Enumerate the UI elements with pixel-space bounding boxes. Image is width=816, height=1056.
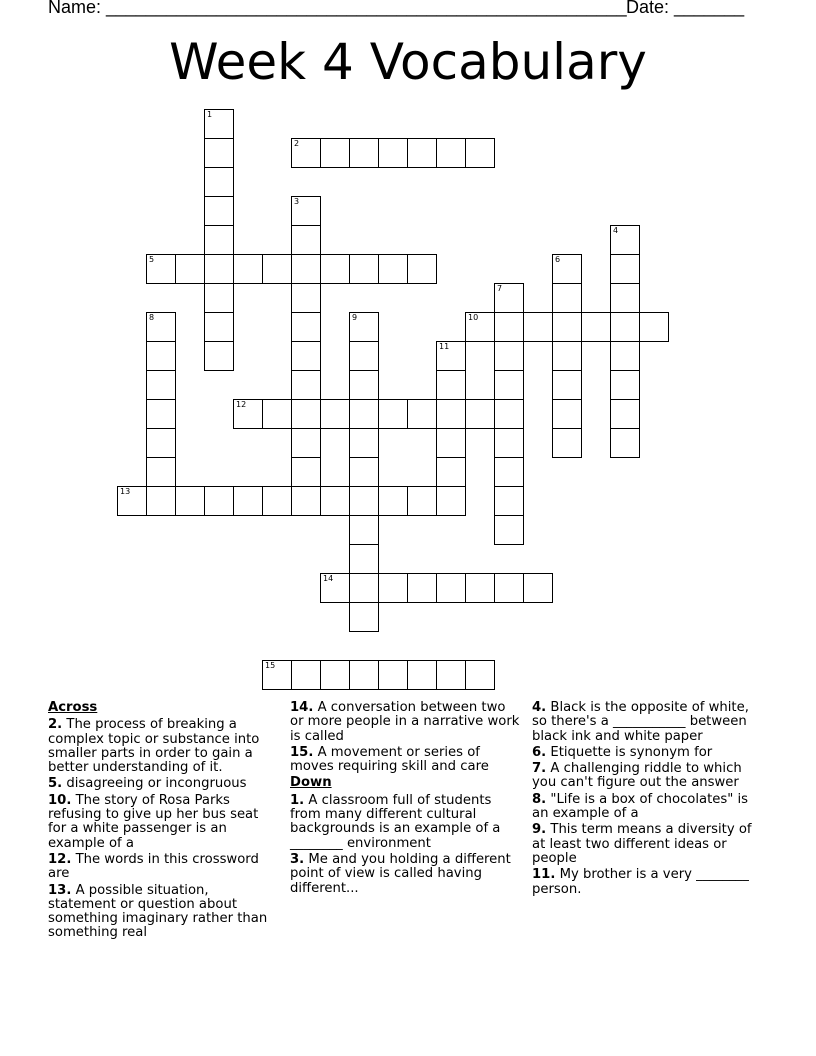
grid-cell[interactable]: [436, 370, 466, 400]
grid-cell[interactable]: [291, 225, 321, 255]
grid-cell[interactable]: [610, 341, 640, 371]
clue-number: 5.: [48, 776, 63, 792]
clue-text: This term means a diversity of at least two different ideas or people: [532, 822, 752, 866]
clue-number-label: 14: [323, 574, 334, 583]
grid-cell[interactable]: [610, 428, 640, 458]
grid-cell[interactable]: [262, 486, 292, 516]
grid-cell[interactable]: [465, 660, 495, 690]
clue-number-label: 15: [265, 661, 276, 670]
clue-number-label: 8: [149, 313, 155, 322]
clue-across-5: [48, 777, 280, 791]
grid-cell[interactable]: [407, 399, 437, 429]
clue-number-label: 3: [294, 197, 300, 206]
grid-cell[interactable]: [349, 457, 379, 487]
grid-cell[interactable]: [320, 573, 350, 603]
grid-cell[interactable]: [494, 573, 524, 603]
grid-cell[interactable]: [175, 254, 205, 284]
clue-number: 8.: [532, 791, 547, 807]
grid-cell[interactable]: [639, 312, 669, 342]
grid-cell[interactable]: [407, 573, 437, 603]
grid-cell[interactable]: [349, 573, 379, 603]
grid-cell[interactable]: [552, 312, 582, 342]
clue-number-label: 5: [149, 255, 155, 264]
clue-number-label: 12: [236, 400, 247, 409]
clue-number-label: 4: [613, 226, 619, 235]
grid-cell[interactable]: [291, 660, 321, 690]
clues-column-2: [290, 701, 522, 898]
clue-text: A challenging riddle to which you can't figure out the answer: [532, 761, 742, 791]
clue-text: A classroom full of students from many different cultural backgrounds is an example of a ________ environment: [290, 792, 501, 851]
grid-cell[interactable]: [349, 515, 379, 545]
grid-cell[interactable]: [204, 341, 234, 371]
clue-down-9: [532, 823, 764, 866]
down-heading: Down: [290, 775, 332, 791]
grid-cell[interactable]: [436, 138, 466, 168]
grid-cell[interactable]: [204, 312, 234, 342]
grid-cell[interactable]: [262, 660, 292, 690]
clue-number: 2.: [48, 717, 63, 733]
grid-cell[interactable]: [465, 399, 495, 429]
grid-cell[interactable]: [436, 486, 466, 516]
grid-cell[interactable]: [407, 254, 437, 284]
grid-cell[interactable]: [552, 254, 582, 284]
grid-cell[interactable]: [204, 138, 234, 168]
clue-down-4: [532, 701, 764, 744]
grid-cell[interactable]: [523, 312, 553, 342]
grid-cell[interactable]: [291, 428, 321, 458]
grid-cell[interactable]: [378, 138, 408, 168]
clue-number-label: 11: [439, 342, 450, 351]
grid-cell[interactable]: [407, 486, 437, 516]
grid-cell[interactable]: [320, 660, 350, 690]
grid-cell[interactable]: [233, 486, 263, 516]
clue-across-12: [48, 853, 280, 882]
grid-cell[interactable]: [349, 602, 379, 632]
grid-cell[interactable]: [378, 660, 408, 690]
grid-cell[interactable]: [320, 486, 350, 516]
grid-cell[interactable]: [291, 254, 321, 284]
clue-across-2: [48, 718, 280, 775]
grid-cell[interactable]: [320, 254, 350, 284]
grid-cell[interactable]: [581, 312, 611, 342]
grid-cell[interactable]: [494, 515, 524, 545]
grid-cell[interactable]: [552, 428, 582, 458]
clue-down-1: [290, 794, 522, 851]
clues-column-1: [48, 701, 280, 943]
across-heading: Across: [48, 700, 98, 715]
clue-text: Black is the opposite of white, so there's a ___________ between black ink and white paper: [532, 700, 749, 744]
grid-cell[interactable]: [610, 370, 640, 400]
grid-cell[interactable]: [291, 283, 321, 313]
grid-cell[interactable]: [204, 167, 234, 197]
grid-cell[interactable]: [349, 254, 379, 284]
grid-cell[interactable]: [378, 486, 408, 516]
grid-cell[interactable]: [494, 312, 524, 342]
grid-cell[interactable]: [465, 573, 495, 603]
grid-cell[interactable]: [146, 457, 176, 487]
clue-across-10: [48, 794, 280, 851]
clue-number-label: 6: [555, 255, 561, 264]
clue-number: 1.: [290, 792, 305, 808]
grid-cell[interactable]: [146, 399, 176, 429]
grid-cell[interactable]: [436, 457, 466, 487]
clue-number: 7.: [532, 761, 547, 777]
grid-cell[interactable]: [349, 399, 379, 429]
grid-cell[interactable]: [552, 341, 582, 371]
grid-cell[interactable]: [349, 370, 379, 400]
clue-text: Etiquette is synonym for: [550, 744, 713, 760]
clue-text: A possible situation, statement or question about something imaginary rather than something real: [48, 882, 268, 941]
grid-cell[interactable]: [146, 254, 176, 284]
grid-cell[interactable]: [349, 544, 379, 574]
grid-cell[interactable]: [465, 312, 495, 342]
grid-cell[interactable]: [291, 312, 321, 342]
grid-cell[interactable]: [291, 399, 321, 429]
date-field-label: Date: _______: [626, 0, 745, 17]
clue-number: 14.: [290, 700, 314, 715]
clue-text: My brother is a very ________ person.: [532, 867, 749, 897]
grid-cell[interactable]: [610, 254, 640, 284]
grid-cell[interactable]: [204, 109, 234, 139]
grid-cell[interactable]: [146, 486, 176, 516]
grid-cell[interactable]: [204, 283, 234, 313]
clue-down-8: [532, 793, 764, 822]
grid-cell[interactable]: [204, 486, 234, 516]
grid-cell[interactable]: [291, 341, 321, 371]
clue-across-13: [48, 884, 280, 941]
clue-down-3: [290, 853, 522, 896]
grid-cell[interactable]: [146, 312, 176, 342]
grid-cell[interactable]: [175, 486, 205, 516]
grid-cell[interactable]: [262, 254, 292, 284]
grid-cell[interactable]: [233, 399, 263, 429]
grid-cell[interactable]: [233, 254, 263, 284]
clue-down-6: [532, 746, 764, 760]
grid-cell[interactable]: [523, 573, 553, 603]
grid-cell[interactable]: [320, 138, 350, 168]
grid-cell[interactable]: [320, 399, 350, 429]
grid-cell[interactable]: [146, 428, 176, 458]
grid-cell[interactable]: [349, 138, 379, 168]
clue-text: A movement or series of moves requiring skill and care: [290, 744, 489, 775]
grid-cell[interactable]: [610, 399, 640, 429]
clue-number-label: 10: [468, 313, 479, 322]
grid-cell[interactable]: [552, 370, 582, 400]
grid-cell[interactable]: [349, 341, 379, 371]
grid-cell[interactable]: [436, 573, 466, 603]
grid-cell[interactable]: [610, 312, 640, 342]
clue-text: The words in this crossword are: [48, 851, 259, 882]
clue-number-label: 9: [352, 313, 358, 322]
grid-cell[interactable]: [407, 138, 437, 168]
grid-cell[interactable]: [378, 399, 408, 429]
clue-text: "Life is a box of chocolates" is an example of a: [532, 791, 749, 822]
clue-number: 13.: [48, 882, 72, 898]
grid-cell[interactable]: [291, 486, 321, 516]
grid-cell[interactable]: [552, 399, 582, 429]
clue-text: disagreeing or incongruous: [66, 776, 247, 792]
grid-cell[interactable]: [349, 312, 379, 342]
clue-number: 9.: [532, 822, 547, 838]
grid-cell[interactable]: [494, 283, 524, 313]
grid-cell[interactable]: [146, 341, 176, 371]
clue-down-7: [532, 762, 764, 791]
grid-cell[interactable]: [349, 428, 379, 458]
grid-cell[interactable]: [378, 254, 408, 284]
grid-cell[interactable]: [262, 399, 292, 429]
grid-cell[interactable]: [494, 399, 524, 429]
clue-number: 15.: [290, 744, 314, 760]
clue-number-label: 13: [120, 487, 131, 496]
clue-number: 4.: [532, 700, 547, 715]
grid-cell[interactable]: [204, 254, 234, 284]
grid-cell[interactable]: [494, 486, 524, 516]
grid-cell[interactable]: [117, 486, 147, 516]
clue-text: Me and you holding a different point of view is called having different...: [290, 851, 511, 896]
clue-number: 3.: [290, 851, 305, 867]
grid-cell[interactable]: [349, 660, 379, 690]
grid-cell[interactable]: [610, 225, 640, 255]
grid-cell[interactable]: [436, 428, 466, 458]
grid-cell[interactable]: [378, 573, 408, 603]
grid-cell[interactable]: [494, 457, 524, 487]
grid-cell[interactable]: [349, 486, 379, 516]
clue-number: 10.: [48, 792, 72, 808]
clue-text: The process of breaking a complex topic or substance into smaller parts in order to gain a better understanding of it.: [48, 717, 260, 776]
grid-cell[interactable]: [465, 138, 495, 168]
page-title: Week 4 Vocabulary: [169, 33, 647, 91]
clue-number-label: 7: [497, 284, 503, 293]
clue-down-11: [532, 868, 764, 897]
clue-across-14: [290, 701, 522, 744]
grid-cell[interactable]: [494, 428, 524, 458]
grid-cell[interactable]: [291, 370, 321, 400]
grid-cell[interactable]: [407, 660, 437, 690]
clue-text: The story of Rosa Parks refusing to give up her bus seat for a white passenger is an example of a: [48, 792, 259, 851]
clues-column-3: [532, 701, 764, 899]
clue-number: 11.: [532, 867, 556, 883]
grid-cell[interactable]: [291, 196, 321, 226]
grid-cell[interactable]: [436, 660, 466, 690]
grid-cell[interactable]: [552, 283, 582, 313]
grid-cell[interactable]: [494, 341, 524, 371]
grid-cell[interactable]: [436, 399, 466, 429]
clue-number-label: 1: [207, 110, 213, 119]
clue-text: A conversation between two or more people in a narrative work is called: [290, 700, 520, 744]
grid-cell[interactable]: [291, 138, 321, 168]
clue-number: 6.: [532, 744, 547, 760]
clue-number-label: 2: [294, 139, 300, 148]
name-field-label: Name: ____________________________________________________: [48, 0, 627, 17]
grid-cell[interactable]: [436, 341, 466, 371]
grid-cell[interactable]: [204, 196, 234, 226]
clue-number: 12.: [48, 851, 72, 867]
grid-cell[interactable]: [610, 283, 640, 313]
grid-cell[interactable]: [204, 225, 234, 255]
clue-across-15: [290, 746, 522, 775]
grid-cell[interactable]: [291, 457, 321, 487]
grid-cell[interactable]: [494, 370, 524, 400]
grid-cell[interactable]: [146, 370, 176, 400]
